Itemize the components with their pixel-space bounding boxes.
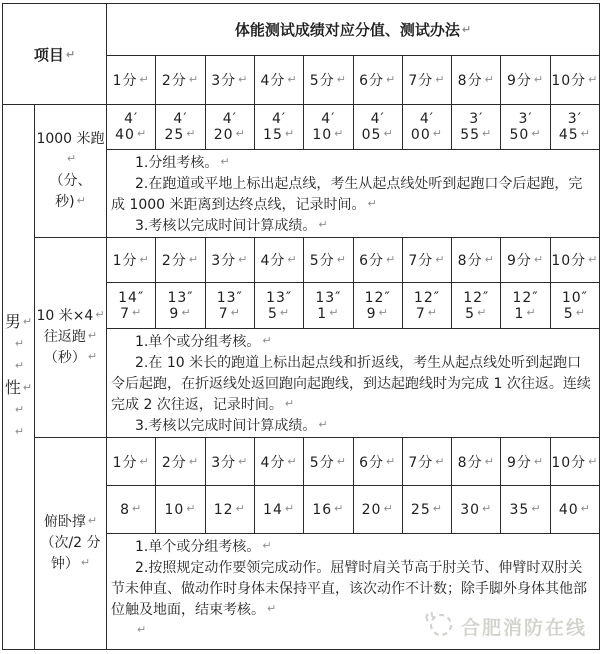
cell-text: 8分 bbox=[457, 73, 483, 89]
score-header-cell bbox=[501, 238, 550, 283]
cell-text: （次/2 分 bbox=[40, 535, 101, 551]
project-header-label: 项目 bbox=[33, 45, 64, 64]
score-header-cell bbox=[402, 56, 451, 105]
return-mark: ↵ bbox=[432, 501, 443, 515]
return-mark: ↵ bbox=[87, 514, 98, 527]
cell-text: 5分 bbox=[309, 73, 335, 89]
score-header-cell bbox=[156, 238, 205, 283]
return-mark: ↵ bbox=[95, 308, 105, 321]
value-cell bbox=[550, 105, 599, 150]
score-header-cell bbox=[452, 238, 501, 283]
item-label-line bbox=[35, 533, 106, 554]
return-mark: ↵ bbox=[139, 253, 150, 266]
item-label-line bbox=[35, 171, 106, 213]
return-mark: ↵ bbox=[287, 454, 298, 468]
score-header-cell bbox=[205, 56, 254, 105]
value-cell bbox=[353, 283, 402, 329]
return-mark: ↵ bbox=[482, 501, 493, 515]
return-mark: ↵ bbox=[181, 305, 192, 319]
return-mark: ↵ bbox=[533, 73, 545, 86]
cell-text: 4分 bbox=[260, 454, 286, 471]
cell-text: 1000 米跑 bbox=[36, 131, 105, 147]
return-mark: ↵ bbox=[318, 418, 328, 431]
return-mark: ↵ bbox=[14, 359, 25, 372]
value-cell bbox=[205, 486, 254, 534]
cell-text: 9分 bbox=[506, 253, 532, 269]
value-cell bbox=[254, 105, 303, 150]
return-mark: ↵ bbox=[367, 197, 377, 210]
gender-line bbox=[3, 355, 34, 377]
cell-text: 9分 bbox=[506, 454, 532, 471]
return-mark: ↵ bbox=[435, 73, 446, 86]
cell-text: 4′ 15 bbox=[263, 111, 287, 143]
cell-text: 3分 bbox=[211, 253, 237, 269]
method-paragraph bbox=[111, 416, 593, 437]
value-cell bbox=[452, 283, 501, 329]
value-cell bbox=[353, 105, 402, 150]
method-paragraph bbox=[111, 332, 593, 353]
header-row bbox=[3, 4, 600, 56]
return-mark: ↵ bbox=[186, 501, 197, 515]
cell-text: 2分 bbox=[161, 73, 187, 89]
return-mark: ↵ bbox=[435, 253, 446, 266]
gender-line bbox=[3, 377, 34, 399]
return-mark: ↵ bbox=[188, 253, 200, 266]
return-mark: ↵ bbox=[531, 127, 542, 140]
item-label-line bbox=[35, 512, 106, 533]
return-mark: ↵ bbox=[66, 152, 77, 165]
values-row-1000m-run bbox=[3, 105, 600, 150]
score-header-cell bbox=[304, 56, 353, 105]
score-header-cell bbox=[550, 238, 599, 283]
gender-line bbox=[3, 311, 34, 333]
cell-text: 6分 bbox=[359, 73, 384, 89]
value-cell bbox=[452, 486, 501, 534]
return-mark: ↵ bbox=[22, 315, 33, 328]
value-cell bbox=[254, 283, 303, 329]
return-mark: ↵ bbox=[284, 397, 295, 410]
return-mark: ↵ bbox=[287, 73, 298, 86]
value-cell bbox=[107, 486, 156, 534]
item-cell-pushup bbox=[35, 438, 107, 650]
score-header-cell bbox=[304, 438, 353, 486]
return-mark: ↵ bbox=[262, 334, 272, 347]
return-mark: ↵ bbox=[580, 501, 591, 515]
return-mark: ↵ bbox=[137, 623, 147, 636]
cell-text: 1分 bbox=[112, 253, 138, 269]
return-mark: ↵ bbox=[284, 127, 296, 140]
return-mark: ↵ bbox=[136, 127, 148, 140]
cell-text: 4分 bbox=[260, 253, 286, 269]
return-mark: ↵ bbox=[383, 501, 394, 515]
cell-text: 2.在跑道或平地上标出起点线，考生从起点线处听到起跑口令后起跑，完成 1000 米距离到达终点线，记录时间。 bbox=[111, 176, 583, 213]
cell-text: 14 bbox=[263, 501, 283, 518]
return-mark: ↵ bbox=[484, 73, 495, 86]
test-method-cell-10x4-shuttle-run bbox=[107, 329, 600, 438]
cell-text: 4′ 10 bbox=[312, 111, 336, 143]
cell-text: 13″ 7 bbox=[216, 289, 243, 322]
project-header-cell bbox=[3, 4, 107, 105]
score-header-cell bbox=[353, 56, 402, 105]
cell-text: 12″ 1 bbox=[512, 289, 539, 322]
return-mark: ↵ bbox=[132, 305, 143, 319]
value-cell bbox=[304, 486, 353, 534]
test-method-cell-1000m-run bbox=[107, 150, 600, 238]
fitness-score-table bbox=[2, 3, 600, 650]
return-mark: ↵ bbox=[334, 501, 345, 515]
cell-text: 2.在 10 米长的跑道上标出起点线和折返线，考生从起点线处听到起跑口令后起跑，在折返线处返回跑向起跑线，到达起跑线时为完成 1 次往返。连续完成 2 次往返，记录时间。 bbox=[111, 355, 591, 413]
return-mark: ↵ bbox=[287, 253, 298, 266]
return-mark: ↵ bbox=[132, 501, 143, 515]
return-mark: ↵ bbox=[262, 539, 272, 552]
cell-text: 12″ 7 bbox=[413, 289, 440, 322]
gender-column-cell bbox=[3, 105, 35, 650]
cell-text: 12″ 9 bbox=[364, 289, 391, 322]
return-mark: ↵ bbox=[336, 454, 347, 468]
score-header-cell bbox=[254, 438, 303, 486]
method-paragraph bbox=[111, 353, 593, 416]
return-mark: ↵ bbox=[531, 501, 542, 515]
score-header-cell bbox=[402, 238, 451, 283]
value-cell bbox=[205, 105, 254, 150]
score-header-cell bbox=[254, 238, 303, 283]
return-mark: ↵ bbox=[588, 454, 599, 468]
cell-text: 10 米×4 bbox=[36, 308, 94, 324]
cell-text: 20 bbox=[361, 501, 382, 518]
cell-text: 4′ 25 bbox=[164, 111, 188, 143]
cell-text: 9分 bbox=[506, 73, 532, 89]
return-mark: ↵ bbox=[76, 194, 86, 207]
value-cell bbox=[452, 105, 501, 150]
value-cell bbox=[402, 486, 451, 534]
return-mark: ↵ bbox=[435, 454, 446, 468]
cell-text: 7分 bbox=[408, 454, 434, 471]
return-mark: ↵ bbox=[533, 454, 545, 468]
value-cell bbox=[156, 283, 205, 329]
cell-text: 10分 bbox=[551, 73, 587, 89]
value-cell bbox=[156, 105, 205, 150]
cell-text: 5分 bbox=[309, 253, 335, 269]
score-header-cell bbox=[107, 56, 156, 105]
cell-text: 8 bbox=[120, 501, 131, 518]
item-cell-1000m-run bbox=[35, 105, 107, 238]
cell-text: 2分 bbox=[161, 253, 187, 269]
cell-text: 40 bbox=[558, 501, 579, 518]
score-header-cell bbox=[402, 438, 451, 486]
return-mark: ↵ bbox=[484, 253, 495, 266]
return-mark: ↵ bbox=[336, 253, 347, 266]
value-cell bbox=[156, 486, 205, 534]
score-header-cell bbox=[205, 438, 254, 486]
watermark bbox=[424, 610, 587, 643]
cell-text: 13″ 1 bbox=[315, 289, 342, 322]
return-mark: ↵ bbox=[238, 454, 249, 468]
return-mark: ↵ bbox=[329, 305, 340, 319]
score-header-cell bbox=[107, 238, 156, 283]
value-cell bbox=[205, 283, 254, 329]
cell-text: 3分 bbox=[211, 73, 237, 89]
return-mark: ↵ bbox=[87, 350, 98, 363]
gender-line bbox=[3, 399, 34, 421]
item-cell-10x4-shuttle-run bbox=[35, 238, 107, 438]
score-header-cell bbox=[107, 438, 156, 486]
gender-line bbox=[3, 333, 34, 355]
return-mark: ↵ bbox=[238, 73, 249, 86]
return-mark: ↵ bbox=[235, 501, 246, 515]
item-label-line bbox=[35, 327, 106, 348]
value-cell bbox=[107, 283, 156, 329]
return-mark: ↵ bbox=[386, 253, 397, 266]
score-header-cell bbox=[156, 438, 205, 486]
return-mark: ↵ bbox=[188, 73, 200, 86]
score-header-row-3 bbox=[3, 438, 600, 486]
cell-text: 14″ 7 bbox=[118, 289, 145, 322]
item-label-line bbox=[35, 554, 106, 575]
cell-text: 4′ 00 bbox=[410, 111, 434, 143]
cell-text: 10 bbox=[164, 501, 185, 518]
return-mark: ↵ bbox=[533, 253, 545, 266]
cell-text: 12″ 5 bbox=[463, 289, 490, 322]
cell-text: 男 bbox=[4, 312, 21, 331]
cell-text: 35 bbox=[509, 501, 530, 518]
return-mark: ↵ bbox=[235, 127, 246, 140]
return-mark: ↵ bbox=[186, 127, 197, 140]
return-mark: ↵ bbox=[279, 305, 291, 319]
value-cell bbox=[304, 105, 353, 150]
return-mark: ↵ bbox=[526, 305, 537, 319]
cell-text: （秒） bbox=[43, 350, 86, 366]
cell-text: 25 bbox=[410, 501, 431, 518]
cell-text: 30 bbox=[460, 501, 481, 518]
cell-text: 4′ 05 bbox=[361, 111, 385, 143]
cell-text: 往返跑 bbox=[43, 329, 86, 345]
cell-text: 4′ 40 bbox=[115, 111, 139, 143]
cell-text: 3.考核以完成时间计算成绩。 bbox=[135, 218, 317, 234]
return-mark: ↵ bbox=[14, 403, 25, 416]
value-cell bbox=[254, 486, 303, 534]
cell-text: 钟） bbox=[50, 556, 79, 572]
score-header-row-2 bbox=[3, 238, 600, 283]
cell-text: 3.考核以完成时间计算成绩。 bbox=[135, 418, 317, 434]
cell-text: 5分 bbox=[309, 454, 335, 471]
cell-text: 10分 bbox=[551, 454, 587, 471]
table-title-cell bbox=[107, 4, 600, 56]
cell-text: 1.分组考核。 bbox=[135, 155, 219, 171]
return-mark: ↵ bbox=[14, 337, 25, 350]
score-header-cell bbox=[501, 56, 550, 105]
method-paragraph bbox=[111, 537, 593, 558]
score-header-cell bbox=[550, 438, 599, 486]
gender-line bbox=[3, 421, 34, 443]
score-header-cell bbox=[501, 438, 550, 486]
value-cell bbox=[107, 105, 156, 150]
watermark-text: 合肥消防在线 bbox=[460, 617, 587, 639]
score-header-cell bbox=[452, 56, 501, 105]
value-cell bbox=[501, 105, 550, 150]
return-mark: ↵ bbox=[386, 454, 397, 468]
table-title: 体能测试成绩对应分值、测试办法 bbox=[234, 21, 460, 39]
cell-text: 12 bbox=[213, 501, 234, 518]
return-mark: ↵ bbox=[336, 73, 347, 86]
cell-text: 6分 bbox=[359, 253, 384, 269]
cell-text: 3分 bbox=[211, 454, 237, 471]
cell-text: 1.单个或分组考核。 bbox=[135, 539, 261, 555]
cell-text: 3′ 45 bbox=[558, 111, 582, 143]
value-cell bbox=[402, 283, 451, 329]
return-mark: ↵ bbox=[188, 454, 200, 468]
return-mark: ↵ bbox=[267, 602, 277, 615]
score-header-cell bbox=[550, 56, 599, 105]
cell-text: 7分 bbox=[408, 73, 434, 89]
cell-text: 2分 bbox=[161, 454, 187, 471]
return-mark: ↵ bbox=[318, 218, 328, 231]
value-cell bbox=[304, 283, 353, 329]
hefei-fire-online-logo-icon bbox=[424, 610, 454, 643]
cell-text: 8分 bbox=[457, 454, 483, 471]
cell-text: 1分 bbox=[112, 73, 138, 89]
cell-text: 8分 bbox=[457, 253, 483, 269]
score-header-cell bbox=[353, 238, 402, 283]
return-mark: ↵ bbox=[588, 253, 599, 266]
return-mark: ↵ bbox=[284, 501, 296, 515]
cell-text: 4′ 20 bbox=[213, 111, 237, 143]
test-method-cell-pushup bbox=[107, 534, 600, 650]
score-header-cell bbox=[156, 56, 205, 105]
cell-text: （分、秒) bbox=[49, 173, 92, 210]
cell-text: 6分 bbox=[359, 454, 384, 471]
score-header-cell bbox=[353, 438, 402, 486]
cell-text: 俯卧撑 bbox=[43, 514, 86, 530]
score-header-cell bbox=[254, 56, 303, 105]
cell-text: 10分 bbox=[551, 253, 587, 269]
value-cell bbox=[501, 283, 550, 329]
return-mark: ↵ bbox=[588, 73, 599, 86]
return-mark: ↵ bbox=[139, 454, 150, 468]
value-cell bbox=[353, 486, 402, 534]
cell-text: 13″ 5 bbox=[266, 289, 293, 322]
item-label-line bbox=[35, 129, 106, 171]
cell-text: 4分 bbox=[260, 73, 286, 89]
value-cell bbox=[501, 486, 550, 534]
cell-text: 1分 bbox=[112, 454, 138, 471]
return-mark: ↵ bbox=[238, 253, 249, 266]
score-header-cell bbox=[304, 238, 353, 283]
return-mark: ↵ bbox=[139, 73, 150, 86]
return-mark: ↵ bbox=[383, 127, 394, 140]
cell-text: 13″ 9 bbox=[167, 289, 194, 322]
return-mark: ↵ bbox=[80, 556, 91, 569]
score-header-cell bbox=[452, 438, 501, 486]
return-mark: ↵ bbox=[334, 127, 345, 140]
value-cell bbox=[402, 105, 451, 150]
return-mark: ↵ bbox=[386, 73, 397, 86]
value-cell bbox=[550, 486, 599, 534]
item-label-line bbox=[35, 348, 106, 369]
item-label-line bbox=[35, 306, 106, 327]
return-mark: ↵ bbox=[87, 329, 98, 342]
return-mark: ↵ bbox=[482, 127, 493, 140]
return-mark: ↵ bbox=[378, 305, 389, 319]
return-mark: ↵ bbox=[220, 155, 230, 168]
return-mark: ↵ bbox=[432, 127, 443, 140]
return-mark: ↵ bbox=[580, 127, 591, 140]
return-mark: ↵ bbox=[230, 305, 241, 319]
return-mark: ↵ bbox=[65, 47, 76, 61]
cell-text: 7分 bbox=[408, 253, 434, 269]
return-mark: ↵ bbox=[427, 305, 439, 319]
method-paragraph bbox=[111, 174, 593, 216]
return-mark: ↵ bbox=[22, 381, 33, 394]
return-mark: ↵ bbox=[461, 23, 472, 36]
method-paragraph bbox=[111, 153, 593, 174]
cell-text: 3′ 50 bbox=[509, 111, 533, 143]
return-mark: ↵ bbox=[477, 305, 488, 319]
method-paragraph bbox=[111, 216, 593, 237]
return-mark: ↵ bbox=[14, 425, 25, 438]
cell-text: 性 bbox=[4, 378, 21, 397]
score-header-cell bbox=[205, 238, 254, 283]
cell-text: 2.按照规定动作要领完成动作。屈臂时肩关节高于肘关节、伸臂时双肘关节未伸直、做动作时身体未保持平直，该次动作不计数；除手脚外身体其他部位触及地面，结束考核。 bbox=[111, 560, 588, 618]
value-cell bbox=[550, 283, 599, 329]
return-mark: ↵ bbox=[484, 454, 495, 468]
cell-text: 16 bbox=[312, 501, 333, 518]
cell-text: 10″ 5 bbox=[561, 289, 588, 322]
cell-text: 1.单个或分组考核。 bbox=[135, 334, 261, 350]
cell-text: 3′ 55 bbox=[460, 111, 484, 143]
return-mark: ↵ bbox=[575, 305, 586, 319]
